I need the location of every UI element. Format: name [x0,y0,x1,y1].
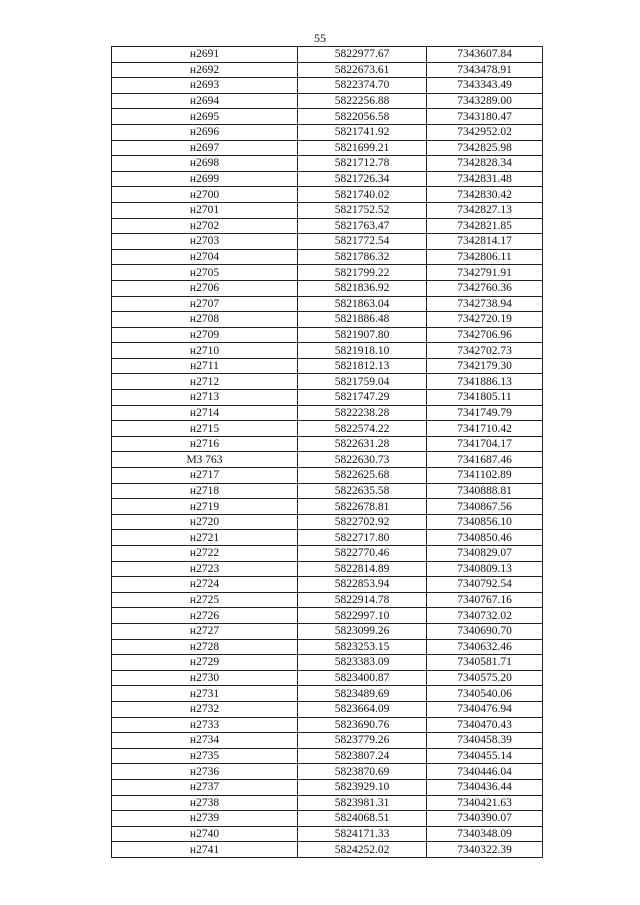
table-row [112,280,543,296]
y-coordinate-cell: 7340436.44 [427,779,543,795]
point-name-cell: н2702 [112,218,298,234]
table-row [112,312,543,328]
table-row [112,623,543,639]
table-row [112,608,543,624]
point-name-cell: н2720 [112,514,298,530]
y-coordinate-cell: 7340829.07 [427,546,543,562]
y-coordinate-cell: 7341102.89 [427,468,543,484]
x-coordinate-cell: 5821786.32 [298,249,427,265]
point-name-cell: н2698 [112,156,298,172]
table-row [112,405,543,421]
table-row [112,530,543,546]
y-coordinate-cell: 7340540.06 [427,686,543,702]
y-coordinate-cell: 7342179.30 [427,358,543,374]
point-name-cell: н2696 [112,124,298,140]
point-name-cell: н2718 [112,483,298,499]
table-row [112,561,543,577]
table-row [112,483,543,499]
table-row [112,546,543,562]
point-name-cell: н2725 [112,592,298,608]
table-row [112,249,543,265]
point-name-cell: н2739 [112,811,298,827]
table-row [112,202,543,218]
x-coordinate-cell: 5822914.78 [298,592,427,608]
table-row [112,124,543,140]
table-row [112,670,543,686]
x-coordinate-cell: 5821799.22 [298,265,427,281]
y-coordinate-cell: 7340421.63 [427,795,543,811]
y-coordinate-cell: 7342706.96 [427,327,543,343]
y-coordinate-cell: 7342952.02 [427,124,543,140]
x-coordinate-cell: 5823690.76 [298,717,427,733]
point-name-cell: н2697 [112,140,298,156]
point-name-cell: н2719 [112,499,298,515]
point-name-cell: н2706 [112,280,298,296]
x-coordinate-cell: 5821907.80 [298,327,427,343]
coordinates-table [111,46,543,858]
y-coordinate-cell: 7342760.36 [427,280,543,296]
x-coordinate-cell: 5823489.69 [298,686,427,702]
y-coordinate-cell: 7342830.42 [427,187,543,203]
x-coordinate-cell: 5823099.26 [298,623,427,639]
x-coordinate-cell: 5822977.67 [298,47,427,63]
x-coordinate-cell: 5821812.13 [298,358,427,374]
x-coordinate-cell: 5823929.10 [298,779,427,795]
point-name-cell: н2737 [112,779,298,795]
point-name-cell: н2724 [112,577,298,593]
table-row [112,109,543,125]
y-coordinate-cell: 7341805.11 [427,390,543,406]
x-coordinate-cell: 5821763.47 [298,218,427,234]
point-name-cell: н2693 [112,78,298,94]
point-name-cell: н2741 [112,842,298,858]
x-coordinate-cell: 5824068.51 [298,811,427,827]
x-coordinate-cell: 5823870.69 [298,764,427,780]
point-name-cell: н2735 [112,748,298,764]
x-coordinate-cell: 5821772.54 [298,234,427,250]
point-name-cell: н2733 [112,717,298,733]
table-row [112,187,543,203]
table-row [112,514,543,530]
x-coordinate-cell: 5822673.61 [298,62,427,78]
x-coordinate-cell: 5822997.10 [298,608,427,624]
x-coordinate-cell: 5822238.28 [298,405,427,421]
y-coordinate-cell: 7342831.48 [427,171,543,187]
x-coordinate-cell: 5821699.21 [298,140,427,156]
y-coordinate-cell: 7342806.11 [427,249,543,265]
x-coordinate-cell: 5822814.89 [298,561,427,577]
x-coordinate-cell: 5823253.15 [298,639,427,655]
point-name-cell: н2704 [112,249,298,265]
y-coordinate-cell: 7341687.46 [427,452,543,468]
x-coordinate-cell: 5822853.94 [298,577,427,593]
table-row [112,811,543,827]
x-coordinate-cell: 5822056.58 [298,109,427,125]
point-name-cell: н2708 [112,312,298,328]
point-name-cell: н2734 [112,733,298,749]
point-name-cell: н2711 [112,358,298,374]
table-row [112,842,543,858]
y-coordinate-cell: 7342720.19 [427,312,543,328]
table-row [112,795,543,811]
x-coordinate-cell: 5821863.04 [298,296,427,312]
x-coordinate-cell: 5823400.87 [298,670,427,686]
y-coordinate-cell: 7340809.13 [427,561,543,577]
table-row [112,327,543,343]
x-coordinate-cell: 5822717.80 [298,530,427,546]
table-row [112,717,543,733]
table-row [112,701,543,717]
point-name-cell: н2731 [112,686,298,702]
point-name-cell: н2738 [112,795,298,811]
point-name-cell: МЗ 763 [112,452,298,468]
table-row [112,78,543,94]
table-row [112,779,543,795]
x-coordinate-cell: 5821747.29 [298,390,427,406]
point-name-cell: н2730 [112,670,298,686]
y-coordinate-cell: 7340732.02 [427,608,543,624]
y-coordinate-cell: 7340446.04 [427,764,543,780]
table-row [112,655,543,671]
y-coordinate-cell: 7340455.14 [427,748,543,764]
y-coordinate-cell: 7341704.17 [427,436,543,452]
point-name-cell: н2726 [112,608,298,624]
y-coordinate-cell: 7341710.42 [427,421,543,437]
point-name-cell: н2727 [112,623,298,639]
x-coordinate-cell: 5821752.52 [298,202,427,218]
table-row [112,390,543,406]
x-coordinate-cell: 5821741.92 [298,124,427,140]
y-coordinate-cell: 7343478.91 [427,62,543,78]
x-coordinate-cell: 5822374.70 [298,78,427,94]
table-row [112,374,543,390]
y-coordinate-cell: 7343289.00 [427,93,543,109]
y-coordinate-cell: 7343180.47 [427,109,543,125]
table-row [112,62,543,78]
table-row [112,826,543,842]
y-coordinate-cell: 7342738.94 [427,296,543,312]
coordinates-table-body [112,47,543,858]
x-coordinate-cell: 5821759.04 [298,374,427,390]
x-coordinate-cell: 5822678.81 [298,499,427,515]
x-coordinate-cell: 5822635.58 [298,483,427,499]
y-coordinate-cell: 7340856.10 [427,514,543,530]
y-coordinate-cell: 7341886.13 [427,374,543,390]
table-row [112,686,543,702]
table-row [112,343,543,359]
point-name-cell: н2717 [112,468,298,484]
y-coordinate-cell: 7340867.56 [427,499,543,515]
point-name-cell: н2705 [112,265,298,281]
x-coordinate-cell: 5821886.48 [298,312,427,328]
x-coordinate-cell: 5823664.09 [298,701,427,717]
y-coordinate-cell: 7341749.79 [427,405,543,421]
y-coordinate-cell: 7340390.07 [427,811,543,827]
x-coordinate-cell: 5822625.68 [298,468,427,484]
y-coordinate-cell: 7343343.49 [427,78,543,94]
point-name-cell: н2694 [112,93,298,109]
y-coordinate-cell: 7342821.85 [427,218,543,234]
point-name-cell: н2710 [112,343,298,359]
x-coordinate-cell: 5821726.34 [298,171,427,187]
y-coordinate-cell: 7340470.43 [427,717,543,733]
x-coordinate-cell: 5822630.73 [298,452,427,468]
point-name-cell: н2707 [112,296,298,312]
table-row [112,733,543,749]
y-coordinate-cell: 7340322.39 [427,842,543,858]
point-name-cell: н2723 [112,561,298,577]
table-row [112,93,543,109]
point-name-cell: н2716 [112,436,298,452]
table-row [112,468,543,484]
table-row [112,265,543,281]
y-coordinate-cell: 7342825.98 [427,140,543,156]
page-number: 55 [314,31,326,45]
x-coordinate-cell: 5823807.24 [298,748,427,764]
x-coordinate-cell: 5822574.22 [298,421,427,437]
y-coordinate-cell: 7340767.16 [427,592,543,608]
x-coordinate-cell: 5822631.28 [298,436,427,452]
point-name-cell: н2691 [112,47,298,63]
point-name-cell: н2695 [112,109,298,125]
y-coordinate-cell: 7340690.70 [427,623,543,639]
table-row [112,218,543,234]
point-name-cell: н2701 [112,202,298,218]
y-coordinate-cell: 7340792.54 [427,577,543,593]
point-name-cell: н2703 [112,234,298,250]
y-coordinate-cell: 7342702.73 [427,343,543,359]
table-row [112,47,543,63]
x-coordinate-cell: 5821740.02 [298,187,427,203]
y-coordinate-cell: 7340348.09 [427,826,543,842]
x-coordinate-cell: 5821918.10 [298,343,427,359]
point-name-cell: н2732 [112,701,298,717]
point-name-cell: н2712 [112,374,298,390]
point-name-cell: н2715 [112,421,298,437]
y-coordinate-cell: 7342814.17 [427,234,543,250]
x-coordinate-cell: 5823383.09 [298,655,427,671]
y-coordinate-cell: 7340850.46 [427,530,543,546]
y-coordinate-cell: 7340888.81 [427,483,543,499]
x-coordinate-cell: 5824171.33 [298,826,427,842]
x-coordinate-cell: 5823779.26 [298,733,427,749]
point-name-cell: н2721 [112,530,298,546]
table-row [112,140,543,156]
point-name-cell: н2728 [112,639,298,655]
table-row [112,234,543,250]
y-coordinate-cell: 7342827.13 [427,202,543,218]
point-name-cell: н2699 [112,171,298,187]
point-name-cell: н2722 [112,546,298,562]
table-row [112,764,543,780]
table-row [112,436,543,452]
x-coordinate-cell: 5821836.92 [298,280,427,296]
y-coordinate-cell: 7340632.46 [427,639,543,655]
table-row [112,358,543,374]
table-row [112,592,543,608]
y-coordinate-cell: 7342828.34 [427,156,543,172]
x-coordinate-cell: 5821712.78 [298,156,427,172]
point-name-cell: н2736 [112,764,298,780]
x-coordinate-cell: 5823981.31 [298,795,427,811]
table-row [112,452,543,468]
x-coordinate-cell: 5824252.02 [298,842,427,858]
table-row [112,577,543,593]
table-row [112,421,543,437]
point-name-cell: н2729 [112,655,298,671]
y-coordinate-cell: 7342791.91 [427,265,543,281]
y-coordinate-cell: 7340575.20 [427,670,543,686]
point-name-cell: н2713 [112,390,298,406]
x-coordinate-cell: 5822770.46 [298,546,427,562]
x-coordinate-cell: 5822256.88 [298,93,427,109]
x-coordinate-cell: 5822702.92 [298,514,427,530]
point-name-cell: н2740 [112,826,298,842]
point-name-cell: н2714 [112,405,298,421]
y-coordinate-cell: 7343607.84 [427,47,543,63]
y-coordinate-cell: 7340476.94 [427,701,543,717]
y-coordinate-cell: 7340581.71 [427,655,543,671]
point-name-cell: н2700 [112,187,298,203]
y-coordinate-cell: 7340458.39 [427,733,543,749]
table-row [112,499,543,515]
table-row [112,156,543,172]
point-name-cell: н2709 [112,327,298,343]
table-row [112,171,543,187]
table-row [112,639,543,655]
table-row [112,296,543,312]
point-name-cell: н2692 [112,62,298,78]
table-row [112,748,543,764]
